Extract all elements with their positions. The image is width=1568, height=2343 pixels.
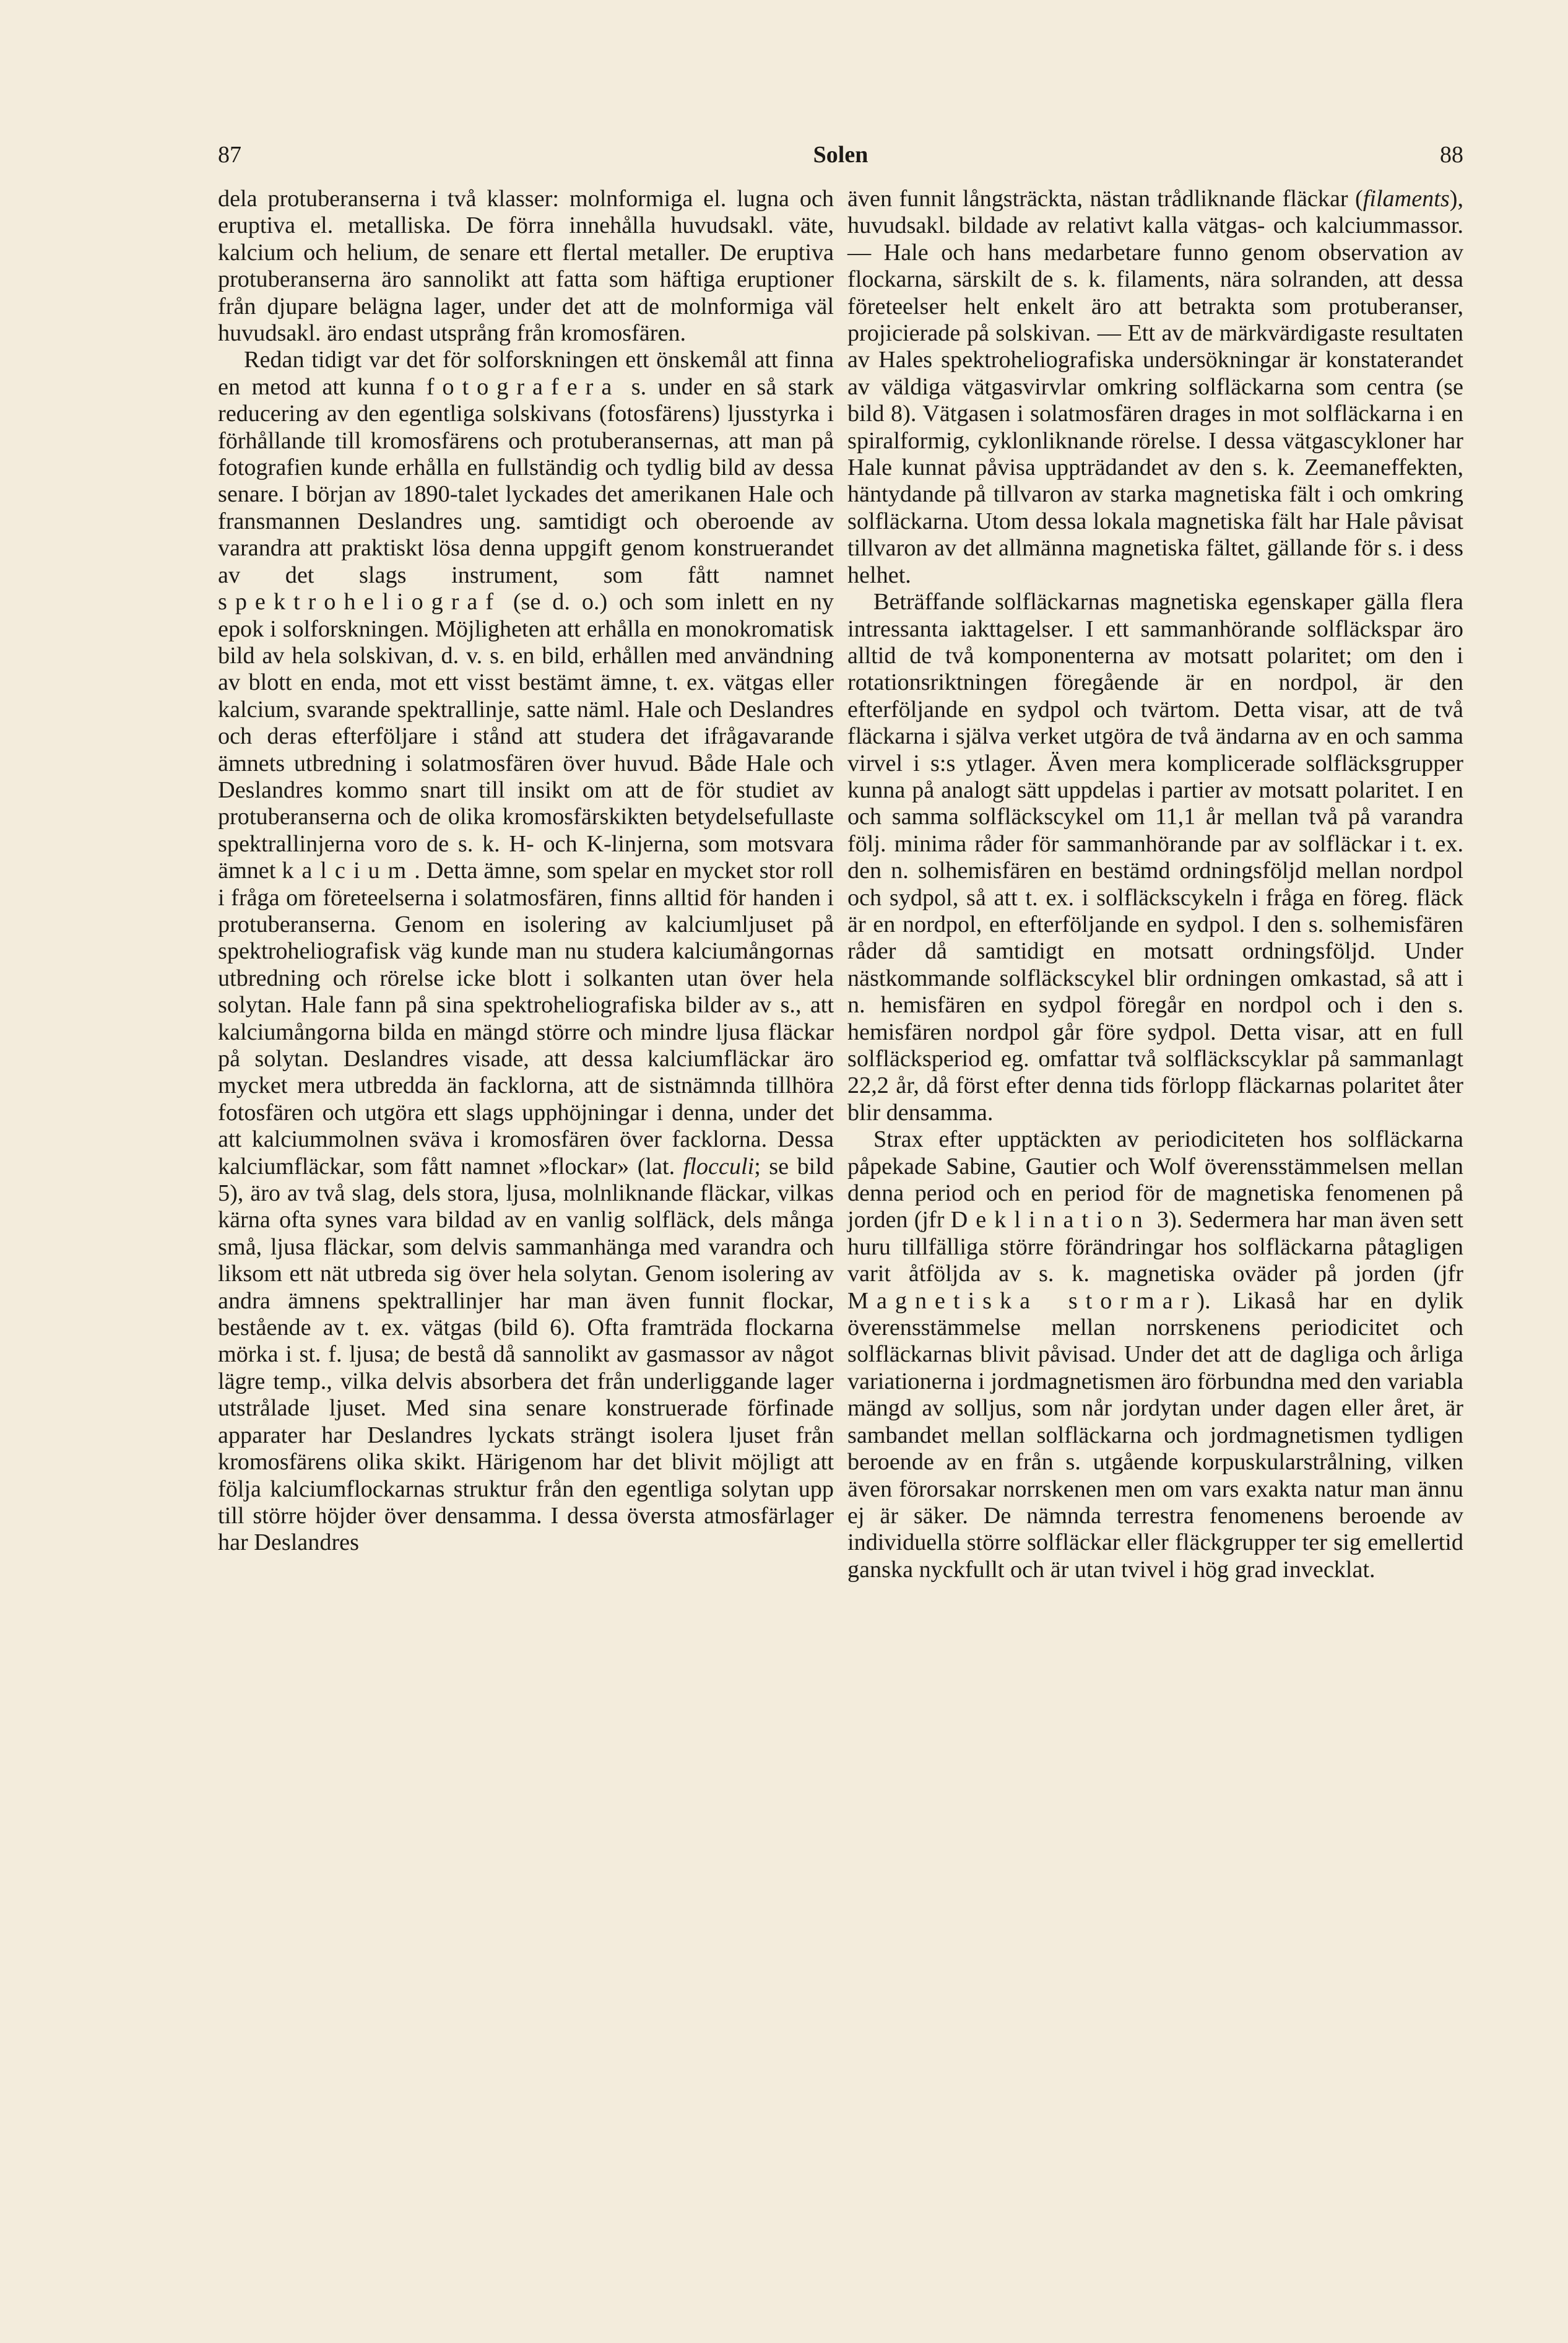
paragraph — [847, 186, 1463, 589]
page-number-right: 88 — [1440, 142, 1463, 168]
spaced-term: spektroheliograf — [218, 589, 502, 615]
paragraph — [218, 347, 834, 1556]
text-run: ). Likaså har en dylik överensstämmelse mellan norrskenens periodicitet och solfläckarnas blivit påvisad. Under det att de dagliga och årliga variationerna i jordmagnetismen äro förbundna med den variabla mängd av solljus, som når jordytan under dagen eller året, är sambandet mellan solfläckarna och jordmagnetismen tydligen beroende av en från s. utgående korpuskularstrålning, vilken även förorsakar norrskenen men om vars exakta natur man ännu ej är säker. De nämnda terrestra fenomenens beroende av individuella större solfläckar eller fläckgrupper ter sig emellertid ganska nyckfullt och är utan tvivel i hög grad invecklat. — [847, 1287, 1463, 1583]
running-title: Solen — [813, 142, 868, 168]
cross-reference: Magnetiska stormar — [847, 1287, 1197, 1314]
text-run: s. under en så stark reducering av den egentliga solskivans (fotosfärens) ljusstyrka i förhållande till kromosfärens och protuberansernas, att man på fotografien kunde erhålla en fullständig och tydlig bild av dessa senare. I början av 1890-talet lyckades det amerikanen Hale och fransmannen Deslandres ung. samtidigt och oberoende av varandra att praktiskt lösa denna uppgift genom konstruerandet av det slags instrument, som fått namnet — [218, 373, 834, 588]
text-run: även funnit långsträckta, nästan trådliknande fläckar ( — [847, 186, 1363, 212]
spaced-term: kalcium — [282, 858, 415, 884]
text-run: Beträffande solfläckarnas magnetiska egenskaper gälla flera intressanta iakttagelser. I ett sammanhörande solfläckspar äro alltid de två komponenterna av motsatt polaritet; om den i rotationsriktningen föregående är en nordpol, är den efterföljande en sydpol och tvärtom. Detta visar, att de två fläckarna i själva verket utgöra de två ändarna av en och samma virvel i s:s ytlager. Även mera komplicerade solfläcksgrupper kunna på analogt sätt uppdelas i partier av motsatt polaritet. I en och samma solfläckscykel om 11,1 år mellan två på varandra följ. minima råder för sammanhörande par av solfläckar i t. ex. den n. solhemisfären en bestämd ordningsföljd mellan nordpol och sydpol, så att t. ex. i solfläckscykeln i fråga en föreg. fläck är en nordpol, en efterföljande en sydpol. I den s. solhemisfären råder då samtidigt en motsatt ordningsföljd. Under nästkommande solfläckscykel blir ordningen omkastad, så att i n. hemisfären en sydpol föregår en nordpol och i den s. hemisfären nordpol går före sydpol. Detta visar, att en full solfläcksperiod eg. omfattar två solfläckscyklar på sammanlagt 22,2 år, då först efter denna tids förlopp fläckarnas polaritet åter blir densamma. — [847, 589, 1463, 1126]
italic-term: flocculi — [683, 1153, 755, 1180]
paragraph — [218, 186, 834, 347]
spaced-term: fotografera — [426, 373, 620, 400]
text-run: dela protuberanserna i två klasser: molnformiga el. lugna och eruptiva el. metalliska. De förra innehålla huvudsakl. väte, kalcium och helium, de senare ett flertal metaller. De eruptiva protuberanserna äro sannolikt att fatta som häftiga eruptioner från djupare belägna lager, under det att de molnformiga väl huvudsakl. äro endast utsprång från kromosfären. — [218, 186, 834, 347]
text-run: (se d. o.) och som inlett en ny epok i solforskningen. Möjligheten att erhålla en monokromatisk bild av hela solskivan, d. v. s. en bild, erhållen med användning av blott en enda, mot ett visst bestämt ämne, t. ex. vätgas eller kalcium, svarande spektrallinje, satte näml. Hale och Deslandres och deras efterföljare i stånd att studera det ifrågavarande ämnets utbredning i solatmosfären över huvud. Både Hale och Deslandres kommo snart till insikt om att de för studiet av protuberanserna och de olika kromosfärskikten betydelsefullaste spektrallinjerna voro de s. k. H- och K-linjerna, som motsvara ämnet — [218, 589, 834, 884]
paragraph — [847, 589, 1463, 1126]
text-run: . Detta ämne, som spelar en mycket stor roll i fråga om företeelserna i solatmosfären, finns alltid för handen i protuberanserna. Genom en isolering av kalciumljuset på spektroheliografisk väg kunde man nu studera kalciumångornas utbredning och rörelse icke blott i solkanten utan över hela solytan. Hale fann på sina spektroheliografiska bilder av s., att kalciumångorna bilda en mängd större och mindre ljusa fläckar på solytan. Deslandres visade, att dessa kalciumfläckar äro mycket mera utbredda än facklorna, att de sistnämnda tillhöra fotosfären och utgöra ett slags upphöjningar i denna, under det att kalciummolnen sväva i kromosfären över facklorna. Dessa kalciumfläckar, som fått namnet »flockar» (lat. — [218, 858, 834, 1180]
paragraph — [847, 1126, 1463, 1583]
left-column — [218, 186, 834, 1557]
text-run: ; se bild 5), äro av två slag, dels stora, ljusa, molnliknande fläckar, vilkas kärna ofta synes vara bildad av en vanlig solfläck, dels många små, ljusa fläckar, som delvis sammanhänga med varandra och liksom ett nät utbreda sig över hela solytan. Genom isolering av andra ämnens spektrallinjer har man även funnit flockar, bestående av t. ex. vätgas (bild 6). Ofta framträda flockarna mörka i st. f. ljusa; de bestå då sannolikt av gasmassor av något lägre temp., vilka delvis absorbera det från underliggande lager utstrålade ljuset. Med sina senare konstruerade förfinade apparater har Deslandres lyckats strängt isolera ljuset från kromosfärens olika skikt. Härigenom har det blivit möjligt att följa kalciumflockarnas struktur från den egentliga solytan upp till större höjder över densamma. I dessa översta atmosfärlager har Deslandres — [218, 1153, 834, 1556]
right-column — [847, 186, 1463, 1583]
text-run: 3). Sedermera har man även sett huru tillfälliga större förändringar hos solfläckarna påtagligen varit åtföljda av s. k. magnetiska oväder på jorden (jfr — [847, 1207, 1463, 1287]
italic-term: filaments — [1362, 186, 1450, 212]
text-run: Strax efter upptäckten av periodiciteten hos solfläckarna påpekade Sabine, Gautier och Wolf överensstämmelsen mellan denna period och en period för de magnetiska fenomenen på jorden (jfr — [847, 1126, 1463, 1233]
cross-reference: Deklination — [950, 1207, 1151, 1233]
text-run: ), huvudsakl. bildade av relativt kalla vätgas- och kalciummassor. — Hale och hans medarbetare funno genom observation av flockarna, särskilt de s. k. filaments, nära solranden, att dessa företeelser helt enkelt äro att betrakta som protuberanser, projicierade på solskivan. — Ett av de märkvärdigaste resultaten av Hales spektroheliografiska undersökningar är konstaterandet av väldiga vätgasvirvlar omkring solfläckarna som centra (se bild 8). Vätgasen i solatmosfären drages in mot solfläckarna i en spiralformig, cyklonliknande rörelse. I dessa vätgascykloner har Hale kunnat påvisa uppträdandet av den s. k. Zeemaneffekten, häntydande på tillvaron av starka magnetiska fält i och omkring solfläckarna. Utom dessa lokala magnetiska fält har Hale påvisat tillvaron av det allmänna magnetiska fältet, gällande för s. i dess helhet. — [847, 186, 1463, 588]
page-number-left: 87 — [218, 142, 241, 168]
page-header — [218, 141, 1463, 178]
text-run: Redan tidigt var det för solforskningen ett önskemål att finna en metod att kunna — [218, 347, 834, 400]
